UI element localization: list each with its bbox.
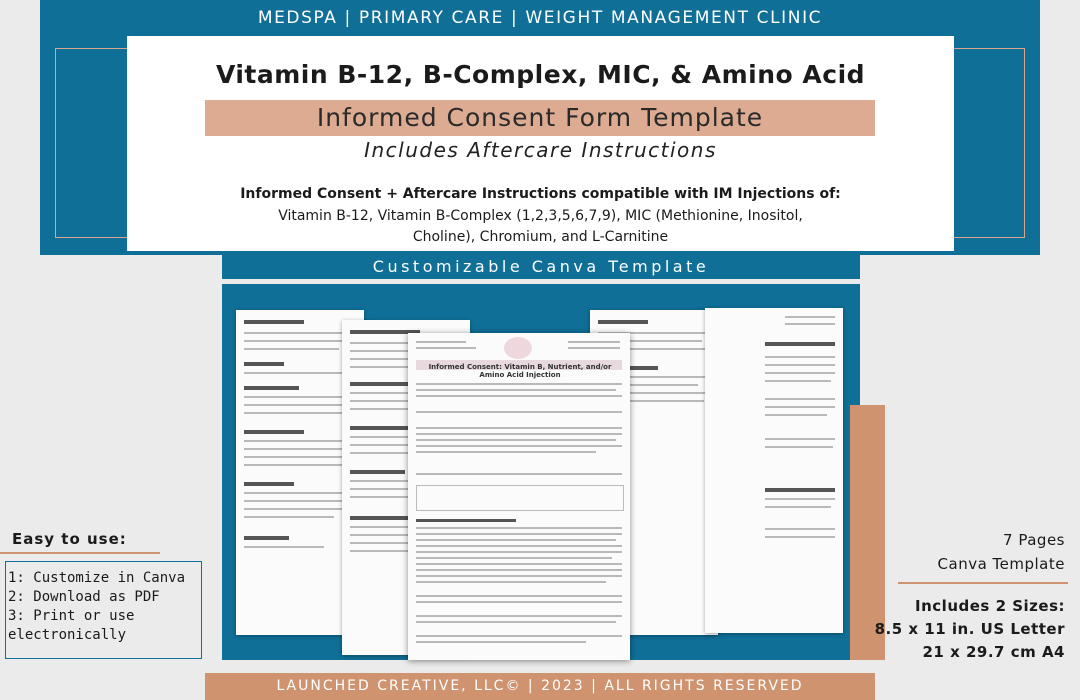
tagline: MEDSPA | PRIMARY CARE | WEIGHT MANAGEMENT CLINIC: [257, 8, 823, 28]
sample-page-front: [408, 333, 630, 660]
subtitle: Informed Consent Form Template: [316, 103, 764, 132]
size-us-letter: 8.5 x 11 in. US Letter: [874, 620, 1065, 638]
step-3: 3: Print or use: [8, 608, 135, 624]
canva-banner: Customizable Canva Template: [222, 254, 860, 279]
easy-to-use-label: Easy to use:: [12, 530, 127, 548]
sample-page-5: [705, 308, 843, 633]
pages-count: 7 Pages: [1003, 531, 1065, 549]
right-divider: [898, 582, 1068, 584]
compat-line-2: Choline), Chromium, and L-Carnitine: [412, 229, 669, 245]
aftercare-note: Includes Aftercare Instructions: [364, 138, 717, 162]
decorative-frame-left: [55, 48, 135, 238]
compat-line-1: Vitamin B-12, Vitamin B-Complex (1,2,3,5,6,7,9), MIC (Methionine, Inositol,: [278, 208, 803, 224]
decorative-frame-right: [945, 48, 1025, 238]
size-a4: 21 x 29.7 cm A4: [922, 643, 1065, 661]
step-1: 1: Customize in Canva: [8, 570, 186, 586]
front-page-title: Informed Consent: Vitamin B, Nutrient, and/or Amino Acid Injection: [428, 363, 612, 379]
canva-template-label: Canva Template: [937, 555, 1065, 573]
compat-title: Informed Consent + Aftercare Instructions compatible with IM Injections of:: [240, 186, 841, 202]
sizes-label: Includes 2 Sizes:: [915, 597, 1065, 615]
footer-copyright: LAUNCHED CREATIVE, LLC© | 2023 | ALL RIGHTS RESERVED: [205, 673, 875, 700]
step-3-continued: electronically: [8, 627, 127, 643]
easy-underline: [0, 552, 160, 554]
step-2: 2: Download as PDF: [8, 589, 160, 605]
main-title: Vitamin B-12, B-Complex, MIC, & Amino Acid: [215, 60, 866, 89]
